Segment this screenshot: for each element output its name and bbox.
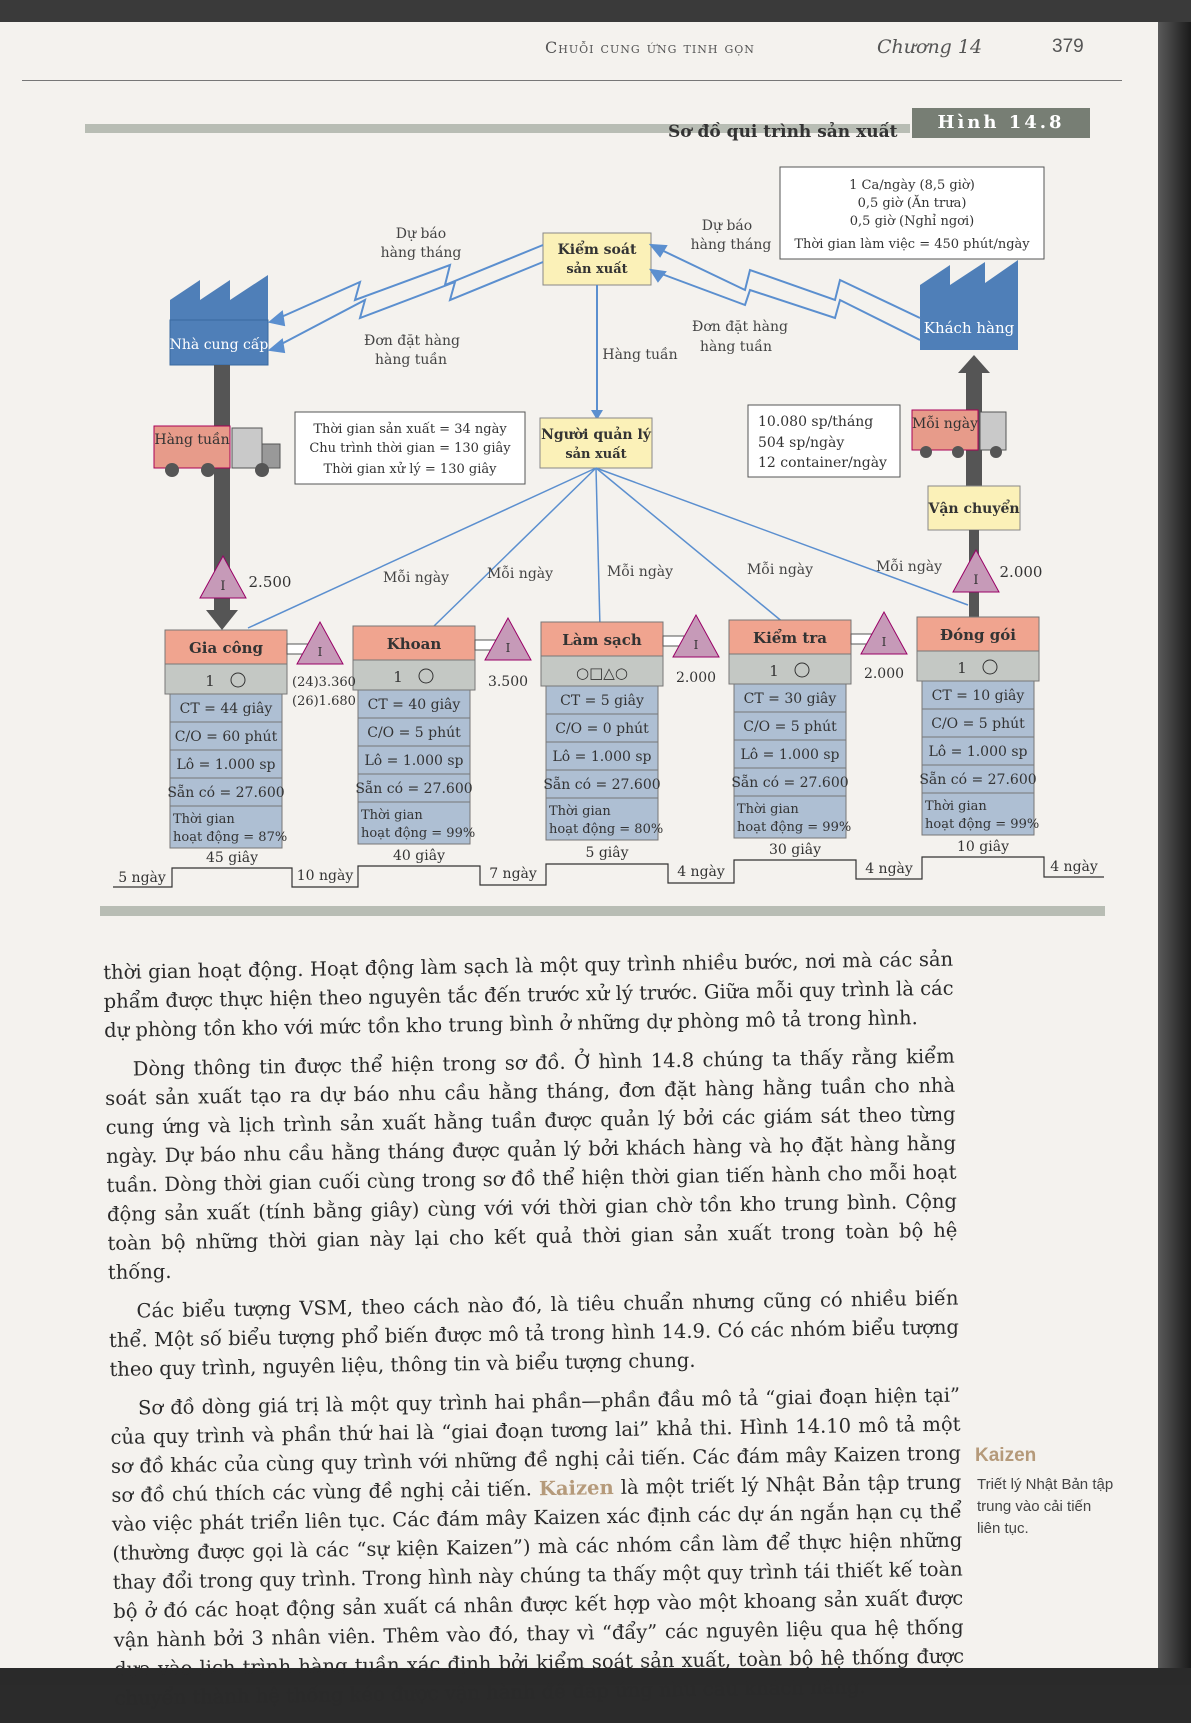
timeline-proc-2: 40 giây: [393, 848, 445, 864]
process-ct: CT = 10 giây: [931, 688, 1025, 704]
process-lot: Lô = 1.000 sp: [928, 744, 1028, 760]
supervisor-line-2: sản xuất: [565, 447, 627, 462]
timeline-proc-4: 30 giây: [769, 842, 821, 858]
process-uptime-2: hoạt động = 80%: [549, 822, 664, 837]
customer-factory: [920, 260, 1018, 350]
process-ct: CT = 5 giây: [560, 693, 644, 709]
control-line-1: Kiểm soát: [557, 242, 637, 258]
process-operator: 1: [957, 659, 967, 677]
customer-label: Khách hàng: [923, 319, 1015, 337]
timeline-wait-5: 4 ngày: [865, 861, 913, 877]
process-avail: Sẵn có = 27.600: [167, 785, 285, 801]
paragraph-4: [110, 1381, 965, 1713]
demand-line-1: 10.080 sp/tháng: [758, 414, 874, 430]
transport-box: [927, 486, 1020, 530]
timeline-wait-4: 4 ngày: [677, 864, 725, 880]
forecast-left-1: Dự báo: [395, 226, 447, 242]
inventory-symbol: I: [693, 638, 699, 652]
process-box-4: [729, 620, 851, 838]
inventory-end-symbol: I: [973, 573, 979, 588]
daily-label-4: Mỗi ngày: [746, 562, 814, 578]
body-text: [103, 945, 965, 1723]
process-operator: ○□△○: [576, 664, 628, 682]
shift-line-1: 1 Ca/ngày (8,5 giờ): [849, 178, 975, 193]
forecast-right-1: Dự báo: [701, 218, 753, 234]
process-box-5: [917, 617, 1039, 835]
inventory-end: [953, 550, 1042, 592]
process-co: C/O = 5 phút: [931, 716, 1025, 732]
shift-line-3: 0,5 giờ (Nghỉ ngơi): [849, 214, 975, 229]
process-co: C/O = 5 phút: [367, 725, 461, 741]
process-uptime-2: hoạt động = 99%: [737, 820, 852, 835]
process-avail: Sẵn có = 27.600: [543, 777, 661, 793]
process-uptime-1: Thời gian: [549, 804, 611, 819]
running-title: Chuỗi cung ứng tinh gọn: [545, 38, 755, 57]
process-ct: CT = 40 giây: [367, 697, 461, 713]
order-left-2: hàng tuần: [374, 352, 448, 368]
customer-shipment-arrowhead: [958, 355, 990, 373]
process-operator: 1: [769, 662, 779, 680]
process-name: Gia công: [189, 639, 263, 657]
daily-label-1: Mỗi ngày: [382, 570, 450, 586]
process-co: C/O = 0 phút: [555, 721, 649, 737]
demand-line-3: 12 container/ngày: [758, 455, 887, 471]
page-number: 379: [1052, 36, 1084, 57]
weekly-label: Hàng tuần: [602, 347, 678, 363]
process-uptime-2: hoạt động = 99%: [925, 817, 1040, 832]
header-rule: [22, 80, 1122, 81]
inventory-end-qty: 2.000: [999, 563, 1043, 581]
inventory-start-qty: 2.500: [248, 573, 292, 591]
forecast-left-2: hàng tháng: [380, 245, 462, 261]
process-ct: CT = 30 giây: [743, 691, 837, 707]
process-uptime-2: hoạt động = 99%: [361, 826, 476, 841]
process-uptime-1: Thời gian: [737, 802, 799, 817]
inventory-qty-3: 2.000: [675, 670, 717, 686]
daily-label-5: Mỗi ngày: [875, 559, 943, 575]
vsm-figure: [85, 104, 1105, 924]
inventory-qty-1a: (24)3.360: [292, 675, 356, 690]
production-control-box: [543, 233, 651, 285]
timeline-wait-1: 5 ngày: [118, 870, 166, 886]
inventory-qty-2: 3.500: [487, 674, 529, 690]
chapter-label: Chương 14: [877, 36, 983, 58]
inventory-symbol: I: [505, 641, 511, 655]
time-summary-box: [295, 412, 525, 484]
timeline-wait-6: 4 ngày: [1050, 859, 1098, 875]
demand-box: [748, 405, 900, 477]
timeline-proc-3: 5 giây: [585, 845, 629, 861]
order-left-1: Đơn đặt hàng: [364, 333, 460, 349]
process-co: C/O = 60 phút: [174, 729, 278, 745]
supplier-shipment-arrowhead: [206, 610, 238, 630]
process-lot: Lô = 1.000 sp: [364, 753, 464, 769]
timeline-wait-2: 10 ngày: [296, 868, 354, 884]
time-summary-2: Chu trình thời gian = 130 giây: [309, 441, 511, 456]
time-summary-3: Thời gian xử lý = 130 giây: [323, 462, 497, 477]
paragraph-1: thời gian hoạt động. Hoạt động làm sạch là một quy trình nhiều bước, nơi mà các sản phẩm được thực hiện theo nguyên tắc đến trước xử lý trước. Giữa mỗi quy trình là các dự phòng tồn kho với mức tồn kho trung bình ở những dự phòng mô tả trong hình.: [103, 947, 954, 1042]
figure-title: Sơ đồ qui trình sản xuất: [668, 122, 898, 142]
truck-right-label: Mỗi ngày: [911, 416, 979, 432]
process-name: Làm sạch: [562, 631, 642, 649]
shift-info-box: [780, 167, 1044, 259]
inventory-start-symbol: I: [220, 579, 226, 594]
truck-left-label: Hàng tuần: [154, 432, 230, 448]
process-avail: Sẵn có = 27.600: [731, 775, 849, 791]
shift-line-2: 0,5 giờ (Ăn trưa): [857, 196, 967, 211]
timeline-proc-5: 10 giây: [957, 839, 1009, 855]
truck-right: [912, 410, 1006, 458]
process-uptime-1: Thời gian: [925, 799, 987, 814]
demand-line-2: 504 sp/ngày: [758, 435, 845, 451]
process-box-2: [353, 626, 475, 844]
process-co: C/O = 5 phút: [743, 719, 837, 735]
paragraph-2: Dòng thông tin được thể hiện trong sơ đồ. Ở hình 14.8 chúng ta thấy rằng kiểm soát sản xuất tạo ra dự báo nhu cầu hằng tháng, đơn đặt hàng hằng tuần cho nhà cung ứng và lịch trình sản xuất hằng tuần được quản lý bởi các giám sát theo từng ngày. Dự báo nhu cầu hằng tháng được quản lý bởi khách hàng và họ đặt hàng hằng tuần. Dòng thời gian cuối cùng trong sơ đồ thể hiện thời gian tiến hành cho mỗi hoạt động sản xuất (tính bằng giây) cùng với với thời gian chờ tồn kho trung bình. Cộng toàn bộ những thời gian này lại cho kết quả thời gian sản xuất trong toàn bộ hệ thống.: [105, 1044, 958, 1284]
supervisor-box: [540, 418, 652, 468]
figure-label: Hình 14.8: [912, 108, 1090, 138]
process-lot: Lô = 1.000 sp: [176, 757, 276, 773]
daily-label-3: Mỗi ngày: [606, 564, 674, 580]
process-box-1: [165, 630, 287, 848]
inventory-qty-1b: (26)1.680: [292, 694, 356, 709]
paragraph-3: Các biểu tượng VSM, theo cách nào đó, là tiêu chuẩn nhưng cũng có nhiều biến thể. Một số biểu tượng phổ biến được mô tả trong hình 14.9. Có các nhóm biểu tượng theo quy trình, nguyên liệu, thông tin và biểu tượng chung.: [108, 1286, 960, 1381]
process-avail: Sẵn có = 27.600: [355, 781, 473, 797]
timeline-wait-3: 7 ngày: [489, 866, 537, 882]
process-operator: 1: [205, 672, 215, 690]
process-lot: Lô = 1.000 sp: [740, 747, 840, 763]
inventory-qty-4: 2.000: [863, 666, 905, 682]
process-avail: Sẵn có = 27.600: [919, 772, 1037, 788]
supplier-label: Nhà cung cấp: [169, 337, 269, 353]
inventory-symbol: I: [881, 635, 887, 649]
book-spine: [1158, 0, 1191, 1685]
paragraph-4-part-2: là một triết lý Nhật Bản tập trung vào việc phát triển liên tục. Các đám mây Kaizen xác định các dự án ngắn hạn cụ thể (thường được gọi là các “sự kiện Kaizen”) mà các nhóm cần làm để thực hiện những thay đổi trong quy trình. Trong hình này chúng ta thấy một quy trình tái thiết kế toàn bộ ở đó các hoạt động sản xuất cá nhân được kết hợp vào một khoang sản xuất được vận hành bởi 3 nhân viên. Thêm vào đó, thay vì “đẩy” các nguyên liệu qua hệ thống dựa vào lịch trình hàng tuần xác định bởi kiểm soát sản xuất, toàn bộ hệ thống được chuyển thành hệ thống kéo được vận hành để đáp ứng nhu cầu khách hàng.: [111, 1470, 965, 1710]
sidebar-term: Kaizen: [975, 1445, 1037, 1466]
process-uptime-2: hoạt động = 87%: [173, 830, 288, 845]
process-name: Đóng gói: [940, 626, 1016, 644]
daily-label-2: Mỗi ngày: [486, 566, 554, 582]
time-summary-1: Thời gian sản xuất = 34 ngày: [313, 422, 507, 437]
kaizen-keyword: Kaizen: [538, 1476, 614, 1501]
paragraph-4-part-1: Sơ đồ dòng giá trị là một quy trình hai phần—phần đầu mô tả “giai đoạn hiện tại” của quy trình và phần thứ hai là “giai đoạn tương lai” khả thi. Hình 14.10 mô tả một sơ đồ khác của cùng quy trình với những đề nghị cải tiến. Các đám mây Kaizen trong sơ đồ chú thích các vùng đề nghị cải tiến.: [110, 1383, 962, 1507]
order-right-1: Đơn đặt hàng: [692, 319, 788, 335]
supervisor-line-1: Người quản lý: [541, 427, 651, 443]
transport-label: Vận chuyển: [928, 501, 1020, 517]
figure-bottom-bar: [100, 906, 1105, 916]
process-box-3: [541, 622, 663, 840]
timeline-line: [113, 857, 1104, 887]
process-ct: CT = 44 giây: [179, 701, 273, 717]
inventory-symbol: I: [317, 645, 323, 659]
order-right-2: hàng tuần: [699, 339, 773, 355]
scan-top-edge: [0, 0, 1191, 22]
inventory-start: [200, 556, 291, 598]
process-lot: Lô = 1.000 sp: [552, 749, 652, 765]
sidebar-definition: Triết lý Nhật Bản tập trung vào cải tiến liên tục.: [977, 1476, 1114, 1537]
process-operator: 1: [393, 668, 403, 686]
process-name: Khoan: [386, 635, 442, 653]
process-name: Kiểm tra: [753, 629, 827, 647]
supplier-factory: [170, 275, 269, 365]
shift-line-4: Thời gian làm việc = 450 phút/ngày: [794, 237, 1030, 252]
schedule-lines: [248, 468, 968, 628]
forecast-right-2: hàng tháng: [690, 237, 772, 253]
process-uptime-1: Thời gian: [173, 812, 235, 827]
control-line-2: sản xuất: [566, 262, 628, 277]
process-uptime-1: Thời gian: [361, 808, 423, 823]
timeline-proc-1: 45 giây: [206, 850, 258, 866]
